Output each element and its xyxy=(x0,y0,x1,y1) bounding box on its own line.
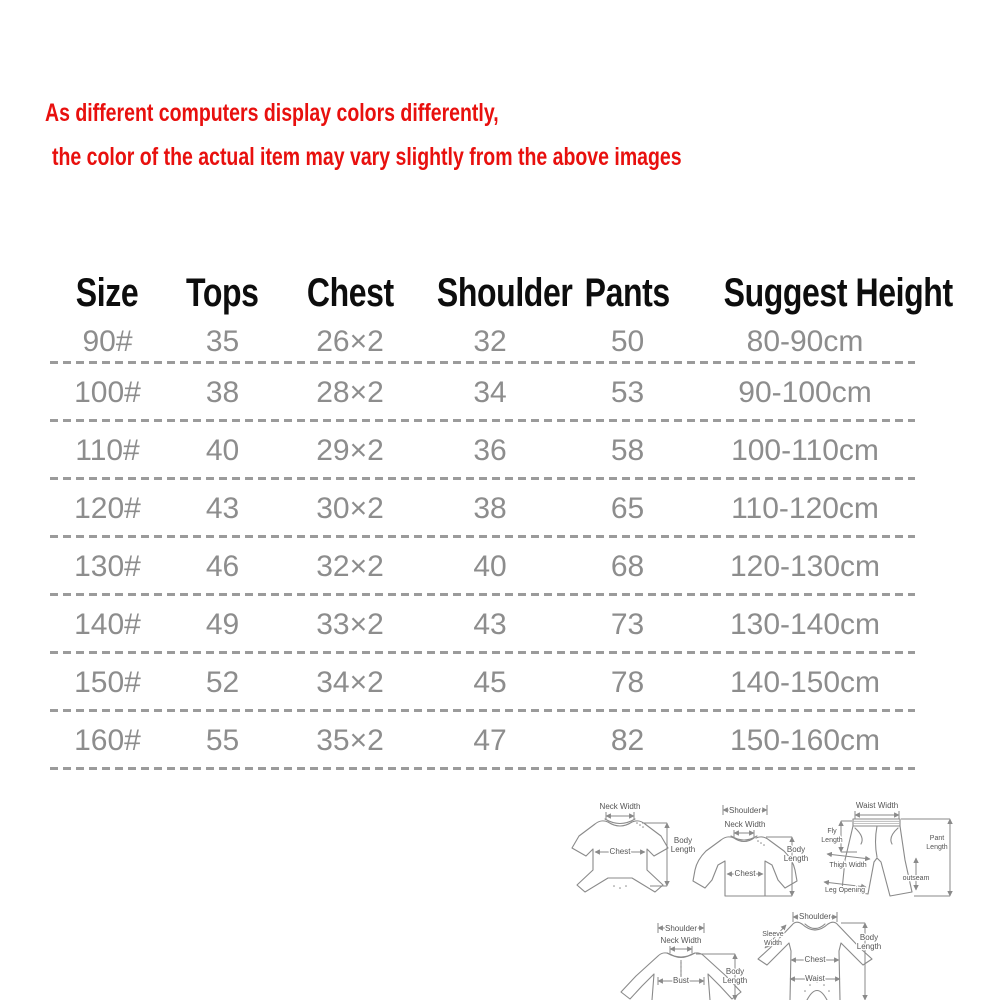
table-cell: 130-140cm xyxy=(729,608,881,641)
table-cell: 28×2 xyxy=(316,376,384,409)
label-bust: Bust xyxy=(672,976,690,985)
table-cell: 140-150cm xyxy=(729,666,881,699)
header-pants: Pants xyxy=(584,270,671,315)
label-shoulder: Shoulder xyxy=(798,912,832,921)
label-body-length: Length xyxy=(722,976,748,985)
table-cell: 78 xyxy=(610,666,645,699)
table-cell: 73 xyxy=(610,608,645,641)
label-chest: Chest xyxy=(609,847,631,856)
label-outseam: outseam xyxy=(902,875,930,882)
table-cell: 90# xyxy=(82,325,133,358)
table-row xyxy=(50,712,915,770)
sweater-diagram xyxy=(693,805,808,896)
table-cell: 35×2 xyxy=(316,724,384,757)
label-body-length: Body xyxy=(859,933,879,942)
table-cell: 53 xyxy=(610,376,645,409)
table-cell: 35 xyxy=(205,325,240,358)
label-waist: Waist xyxy=(805,974,825,983)
measurement-diagrams xyxy=(560,790,1000,1000)
header-size: Size xyxy=(76,270,139,315)
table-cell: 160# xyxy=(74,724,141,757)
table-cell: 110# xyxy=(75,434,140,467)
table-cell: 34×2 xyxy=(316,666,384,699)
table-row xyxy=(50,480,915,538)
table-cell: 32 xyxy=(473,325,507,358)
label-fly-length: Length xyxy=(821,837,843,844)
table-row xyxy=(50,364,915,422)
table-row xyxy=(50,538,915,596)
color-disclaimer-line2-text: the color of the actual item may vary slightly from the above images xyxy=(52,143,682,171)
label-body-length: Body xyxy=(673,836,693,845)
table-cell: 36 xyxy=(473,434,507,467)
table-row xyxy=(50,422,915,480)
shorts-diagram xyxy=(821,801,950,896)
header-suggest-height: Suggest Height xyxy=(723,270,953,315)
label-thigh-width: Thigh Width xyxy=(829,862,867,869)
header-shoulder: Shoulder xyxy=(436,270,573,315)
table-cell: 65 xyxy=(610,492,645,525)
label-fly-length: Fly xyxy=(827,828,837,835)
table-cell: 33×2 xyxy=(316,608,384,641)
color-disclaimer-line1 xyxy=(45,99,627,128)
label-body-length: Body xyxy=(725,967,745,976)
table-row xyxy=(50,596,915,654)
table-cell: 40 xyxy=(205,434,240,467)
label-neck-width: Neck Width xyxy=(599,802,641,811)
label-neck-width: Neck Width xyxy=(660,936,702,945)
label-waist-width: Waist Width xyxy=(855,801,899,810)
table-cell: 32×2 xyxy=(316,550,384,583)
table-cell: 110-120cm xyxy=(731,492,879,525)
table-cell: 90-100cm xyxy=(738,376,872,409)
table-row xyxy=(50,320,915,364)
table-cell: 150# xyxy=(74,666,141,699)
table-cell: 30×2 xyxy=(316,492,384,525)
table-cell: 50 xyxy=(610,325,645,358)
table-cell: 130# xyxy=(74,550,141,583)
label-body-length: Length xyxy=(670,845,696,854)
table-cell: 100# xyxy=(74,376,141,409)
table-cell: 82 xyxy=(610,724,645,757)
table-cell: 140# xyxy=(74,608,141,641)
header-tops: Tops xyxy=(186,270,259,315)
size-table-body xyxy=(50,320,915,770)
table-cell: 26×2 xyxy=(316,325,384,358)
label-pant-length: Pant xyxy=(929,835,945,842)
label-neck-width: Neck Width xyxy=(724,820,766,829)
color-disclaimer-line2 xyxy=(52,143,859,172)
color-disclaimer-line1-text: As different computers display colors differently, xyxy=(45,99,499,127)
jumpsuit-diagram xyxy=(758,912,881,1000)
label-body-length: Body xyxy=(786,845,806,854)
table-cell: 47 xyxy=(473,724,507,757)
table-row xyxy=(50,654,915,712)
size-table-header xyxy=(50,266,953,320)
table-cell: 43 xyxy=(205,492,240,525)
table-cell: 40 xyxy=(473,550,507,583)
table-cell: 150-160cm xyxy=(729,724,881,757)
table-cell: 43 xyxy=(473,608,507,641)
table-cell: 34 xyxy=(473,376,507,409)
table-cell: 46 xyxy=(205,550,240,583)
label-body-length: Length xyxy=(783,854,809,863)
table-cell: 29×2 xyxy=(316,434,384,467)
label-body-length: Length xyxy=(856,942,882,951)
label-shoulder: Shoulder xyxy=(664,924,698,933)
label-chest: Chest xyxy=(734,869,756,878)
label-shoulder: Shoulder xyxy=(728,806,762,815)
table-cell: 120# xyxy=(74,492,141,525)
label-chest: Chest xyxy=(804,955,826,964)
label-sleeve-width: Width xyxy=(764,940,782,947)
label-sleeve-width: Sleeve xyxy=(762,931,784,938)
table-cell: 55 xyxy=(205,724,240,757)
table-cell: 49 xyxy=(205,608,240,641)
label-leg-opening: Leg Opening xyxy=(824,887,866,894)
header-chest: Chest xyxy=(306,270,394,315)
table-cell: 38 xyxy=(473,492,507,525)
table-cell: 38 xyxy=(205,376,240,409)
table-cell: 45 xyxy=(473,666,507,699)
bodysuit-diagram xyxy=(572,802,695,892)
table-cell: 120-130cm xyxy=(729,550,881,583)
table-cell: 58 xyxy=(610,434,645,467)
table-cell: 80-90cm xyxy=(746,325,864,358)
table-cell: 52 xyxy=(205,666,240,699)
table-cell: 100-110cm xyxy=(731,434,879,467)
label-pant-length: Length xyxy=(926,844,948,851)
table-cell: 68 xyxy=(610,550,645,583)
henley-diagram xyxy=(621,923,747,1000)
